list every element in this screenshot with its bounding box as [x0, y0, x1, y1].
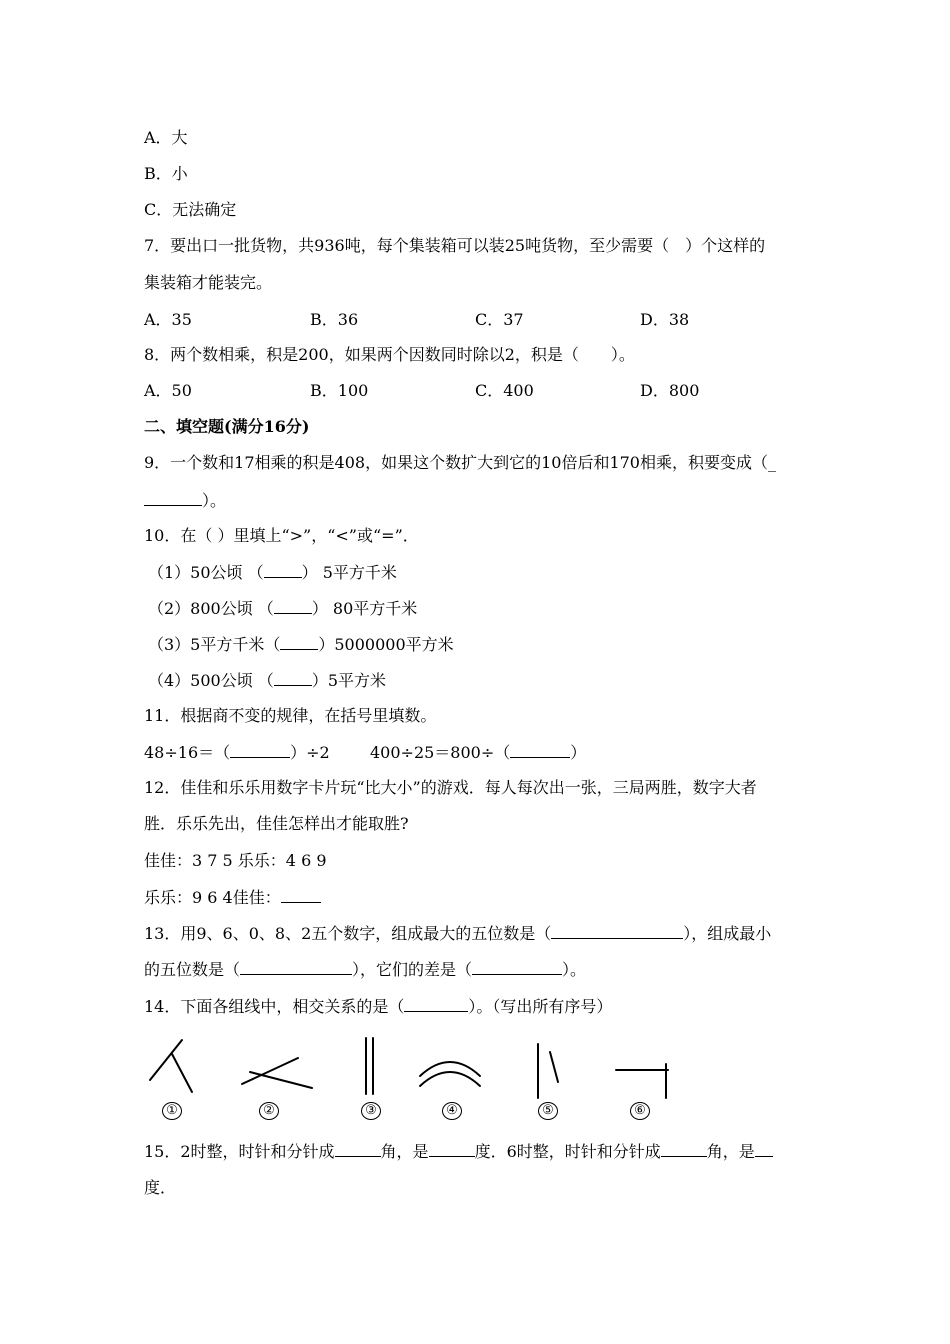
figure-4-arc-b [420, 1072, 480, 1086]
q9-stem-line1: 9．一个数和17相乘的积是408，如果这个数扩大到它的10倍后和170相乘，积要变成（_ [144, 453, 776, 472]
q11-expr-1-post: ）÷2 [290, 743, 330, 762]
figure-6-label: ⑥ [630, 1102, 650, 1120]
figure-3-label: ③ [361, 1102, 381, 1120]
q7-stem-line2: 集装箱才能装完。 [144, 273, 273, 292]
q6-option-b: B．小 [144, 164, 188, 183]
q10-item-3-post: ）5000000平方米 [318, 635, 454, 654]
q13-line2-a: 的五位数是（ [144, 960, 241, 979]
figure-1-line-a [150, 1040, 182, 1080]
figure-5-label: ⑤ [538, 1102, 558, 1120]
q10-item-1-blank[interactable] [264, 561, 302, 578]
q11-expr-1 [144, 741, 330, 764]
q10-item-2-blank[interactable] [274, 597, 312, 614]
q12-lele-cards [144, 886, 321, 909]
q9-answer-blank[interactable] [144, 489, 202, 506]
q10-item-3-pre: （3）5平方千米（ [148, 635, 281, 654]
q12-jiajia-cards: 佳佳：3 7 5 乐乐：4 6 9 [144, 851, 327, 870]
q7-option-d: D．38 [640, 310, 690, 329]
q13-max-blank[interactable] [551, 922, 683, 939]
q7-option-b: B．36 [310, 310, 359, 329]
figure-5-line-b [550, 1052, 558, 1082]
q13-diff-blank[interactable] [472, 958, 562, 975]
q11-expr-2-post: ） [570, 743, 587, 762]
q7-option-a: A．35 [144, 310, 192, 329]
q15-blank-1[interactable] [335, 1140, 381, 1157]
q13-line2-c: ）。 [562, 960, 587, 979]
q15-part-a: 15．2时整，时针和分针成 [144, 1142, 335, 1161]
q15-part-c: 度．6时整，时针和分针成 [474, 1142, 661, 1161]
q15-stem-line2: 度． [144, 1178, 177, 1197]
q13-min-blank[interactable] [240, 958, 352, 975]
figure-1-label: ① [162, 1102, 182, 1120]
q14-pre: 14．下面各组线中，相交关系的是（ [144, 997, 405, 1016]
q15-part-b: 角，是 [380, 1142, 429, 1161]
q8-stem: 8．两个数相乘，积是200，如果两个因数同时除以2，积是（ ）。 [144, 345, 635, 364]
q13-stem-line2 [144, 958, 586, 981]
q10-item-1-post: ） 5平方千米 [301, 563, 397, 582]
q14-answer-blank[interactable] [404, 995, 468, 1012]
q13-line1-post: ），组成最小 [683, 924, 772, 943]
figure-4-label: ④ [442, 1102, 462, 1120]
q11-expr-1-pre: 48÷16＝（ [144, 743, 231, 762]
q14-stem [144, 995, 612, 1018]
q15-blank-4[interactable] [755, 1140, 773, 1157]
section-2-title: 二、填空题(满分16分) [144, 417, 310, 436]
figure-2-line-b [250, 1072, 312, 1088]
figure-1-line-b [172, 1054, 192, 1092]
q15-blank-3[interactable] [661, 1140, 707, 1157]
q9-close: ）。 [202, 491, 227, 510]
q10-item-4-post: ）5平方米 [311, 671, 386, 690]
q7-option-c: C．37 [475, 310, 524, 329]
figure-2-line-a [242, 1058, 298, 1084]
q12-answer-blank[interactable] [281, 886, 321, 903]
q10-item-1 [148, 561, 397, 584]
q13-line1-pre: 13．用9、6、0、8、2五个数字，组成最大的五位数是（ [144, 924, 552, 943]
q10-item-4 [148, 669, 386, 692]
q8-option-b: B．100 [310, 381, 369, 400]
q15-part-d: 角，是 [706, 1142, 755, 1161]
q10-item-3 [148, 633, 454, 656]
q10-item-4-pre: （4）500公顷 （ [148, 671, 274, 690]
q9-stem-line2 [144, 489, 226, 512]
line-figures-svg [138, 1036, 698, 1126]
q11-expr-2-pre: 400÷25＝800÷（ [370, 743, 511, 762]
q12-lele-text: 乐乐：9 6 4佳佳： [144, 888, 281, 907]
q10-item-2-pre: （2）800公顷 （ [148, 599, 274, 618]
q7-stem-line1: 7．要出口一批货物，共936吨，每个集装箱可以装25吨货物，至少需要（ ）个这样的 [144, 236, 766, 255]
q10-item-2 [148, 597, 417, 620]
q10-item-1-pre: （1）50公顷 （ [148, 563, 264, 582]
q15-blank-2[interactable] [429, 1140, 475, 1157]
q10-item-3-blank[interactable] [280, 633, 318, 650]
q6-option-a: A．大 [144, 128, 188, 147]
figure-4-arc-a [420, 1062, 480, 1076]
figure-2-label: ② [259, 1102, 279, 1120]
q11-expr-1-blank[interactable] [230, 741, 290, 758]
q15-stem-line1 [144, 1140, 773, 1163]
q11-expr-2 [370, 741, 586, 764]
q6-option-c: C．无法确定 [144, 200, 237, 219]
q10-item-4-blank[interactable] [274, 669, 312, 686]
q8-option-c: C．400 [475, 381, 534, 400]
q8-option-a: A．50 [144, 381, 192, 400]
q14-post: ）。（写出所有序号） [468, 997, 613, 1016]
q12-stem-line1: 12．佳佳和乐乐用数字卡片玩“比大小”的游戏．每人每次出一张，三局两胜，数字大者 [144, 778, 757, 797]
q8-option-d: D．800 [640, 381, 700, 400]
q14-line-figures [138, 1036, 698, 1126]
q13-stem-line1 [144, 922, 771, 945]
q12-stem-line2: 胜．乐乐先出，佳佳怎样出才能取胜? [144, 814, 409, 833]
q13-line2-b: ），它们的差是（ [352, 960, 473, 979]
q11-stem: 11．根据商不变的规律，在括号里填数。 [144, 706, 437, 725]
q10-stem: 10．在（ ）里填上“>”，“<”或“=”． [144, 526, 419, 545]
q10-item-2-post: ） 80平方千米 [311, 599, 418, 618]
q11-expr-2-blank[interactable] [510, 741, 570, 758]
